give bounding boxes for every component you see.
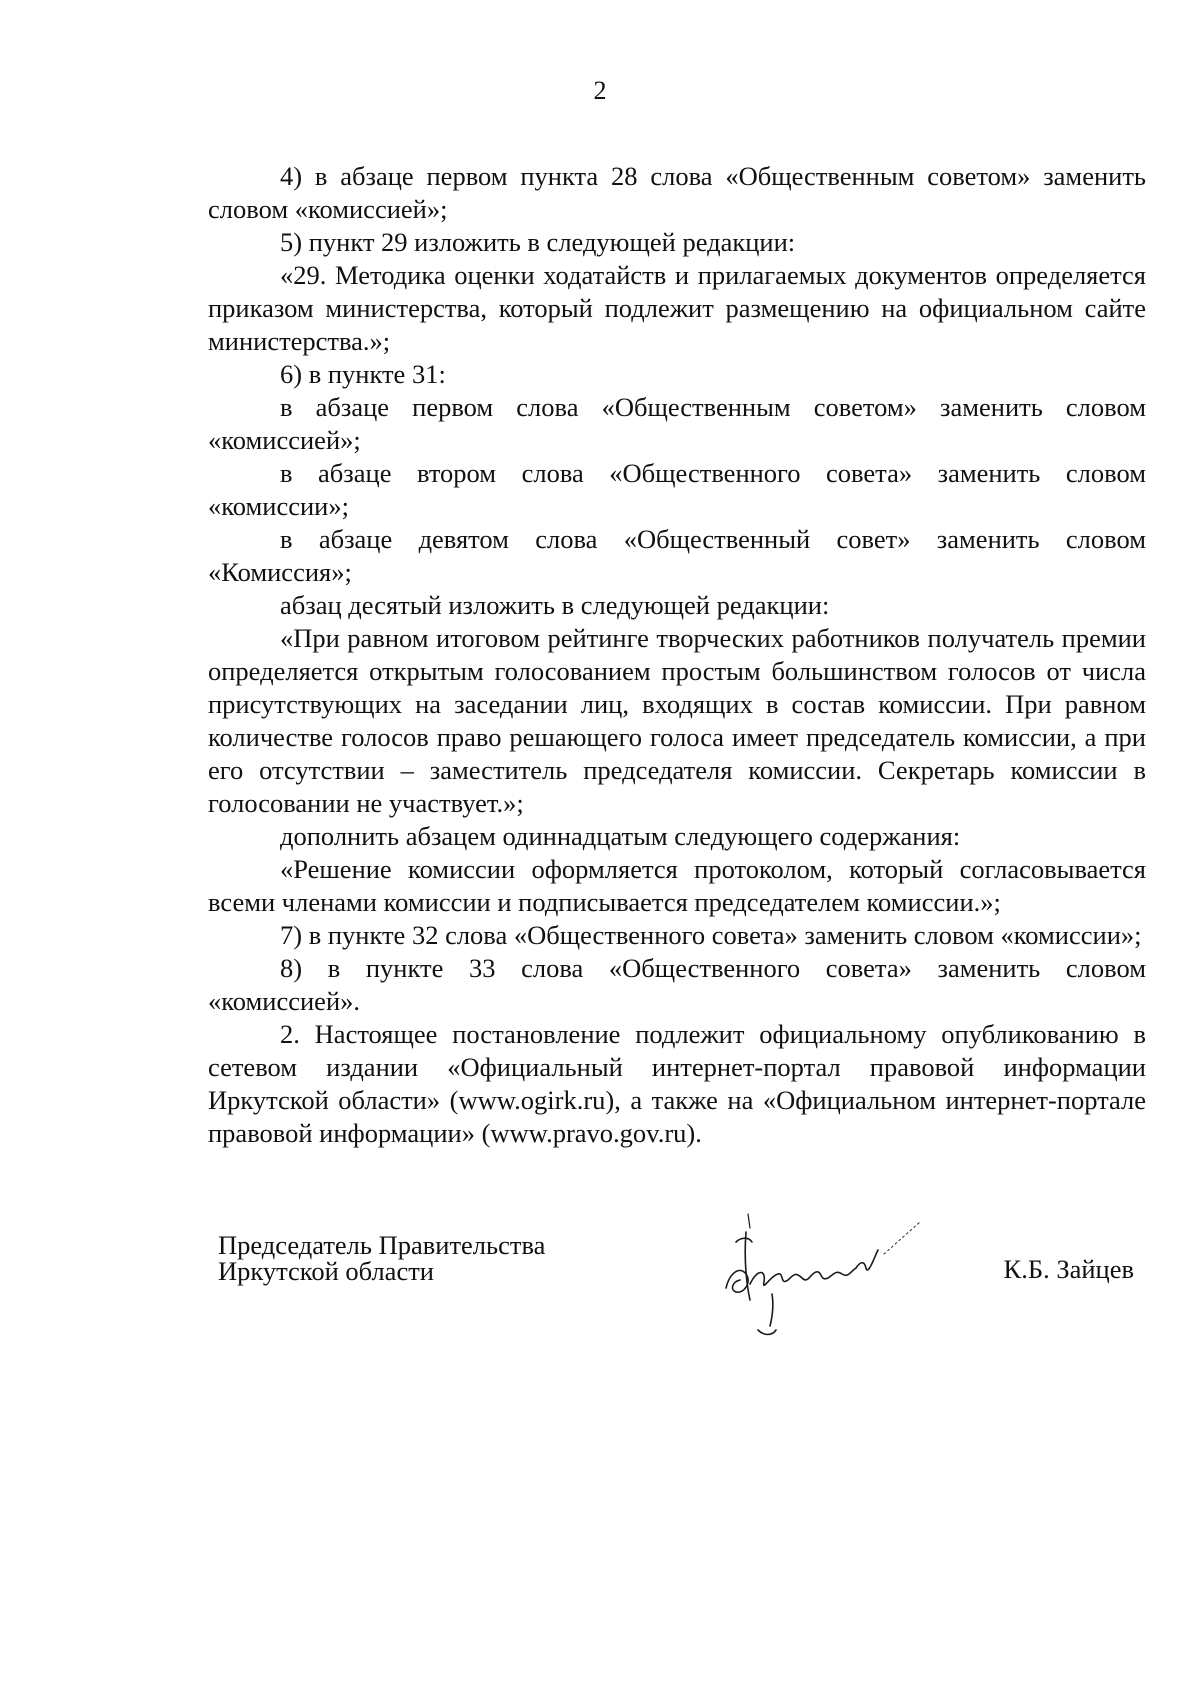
signature-block bbox=[218, 1232, 1158, 1352]
paragraph-item-6: 6) в пункте 31: bbox=[280, 359, 446, 389]
handwritten-signature bbox=[706, 1202, 946, 1352]
signer-title-line-2: Иркутской области bbox=[218, 1256, 434, 1286]
signer-title bbox=[218, 1232, 545, 1284]
paragraph-publication: 2. Настоящее постановление подлежит официальному опубликованию в сетевом издании «Официальный интернет-портал правовой информации Иркутской области» (www.ogirk.ru), а также на «Официальном интернет-портале правовой информации» (www.pravo.gov.ru). bbox=[208, 1019, 1146, 1148]
signer-title-line-1: Председатель Правительства bbox=[218, 1230, 546, 1260]
paragraph-amend-first: в абзаце первом слова «Общественным советом» заменить словом «комиссией»; bbox=[208, 392, 1146, 455]
paragraph-item-5: 5) пункт 29 изложить в следующей редакции: bbox=[280, 227, 796, 257]
page-number: 2 bbox=[593, 76, 607, 105]
paragraph-amend-ninth: в абзаце девятом слова «Общественный совет» заменить словом «Комиссия»; bbox=[208, 524, 1146, 587]
paragraph-amend-tenth: абзац десятый изложить в следующей редакции: bbox=[280, 590, 830, 620]
paragraph-amend-second: в абзаце втором слова «Общественного совета» заменить словом «комиссии»; bbox=[208, 458, 1146, 521]
document-body bbox=[208, 160, 1146, 1150]
paragraph-item-8: 8) в пункте 33 слова «Общественного совета» заменить словом «комиссией». bbox=[208, 953, 1146, 1016]
paragraph-item-7: 7) в пункте 32 слова «Общественного совета» заменить словом «комиссии»; bbox=[280, 920, 1142, 950]
paragraph-item-29-text: «29. Методика оценки ходатайств и прилагаемых документов определяется приказом министерства, который подлежит размещению на официальном сайте министерства.»; bbox=[208, 260, 1146, 356]
signer-name: К.Б. Зайцев bbox=[1003, 1254, 1134, 1284]
paragraph-add-eleventh: дополнить абзацем одиннадцатым следующего содержания: bbox=[280, 821, 961, 851]
paragraph-tenth-text: «При равном итоговом рейтинге творческих работников получатель премии определяется открытым голосованием простым большинством голосов от числа присутствующих на заседании лиц, входящих в состав комиссии. При равном количестве голосов право решающего голоса имеет председатель комиссии, а при его отсутствии – заместитель председателя комиссии. Секретарь комиссии в голосовании не участвует.»; bbox=[208, 623, 1146, 818]
paragraph-eleventh-text: «Решение комиссии оформляется протоколом, который согласовывается всеми членами комиссии и подписывается председателем комиссии.»; bbox=[208, 854, 1146, 917]
paragraph-item-4: 4) в абзаце первом пункта 28 слова «Общественным советом» заменить словом «комиссией»; bbox=[208, 161, 1146, 224]
